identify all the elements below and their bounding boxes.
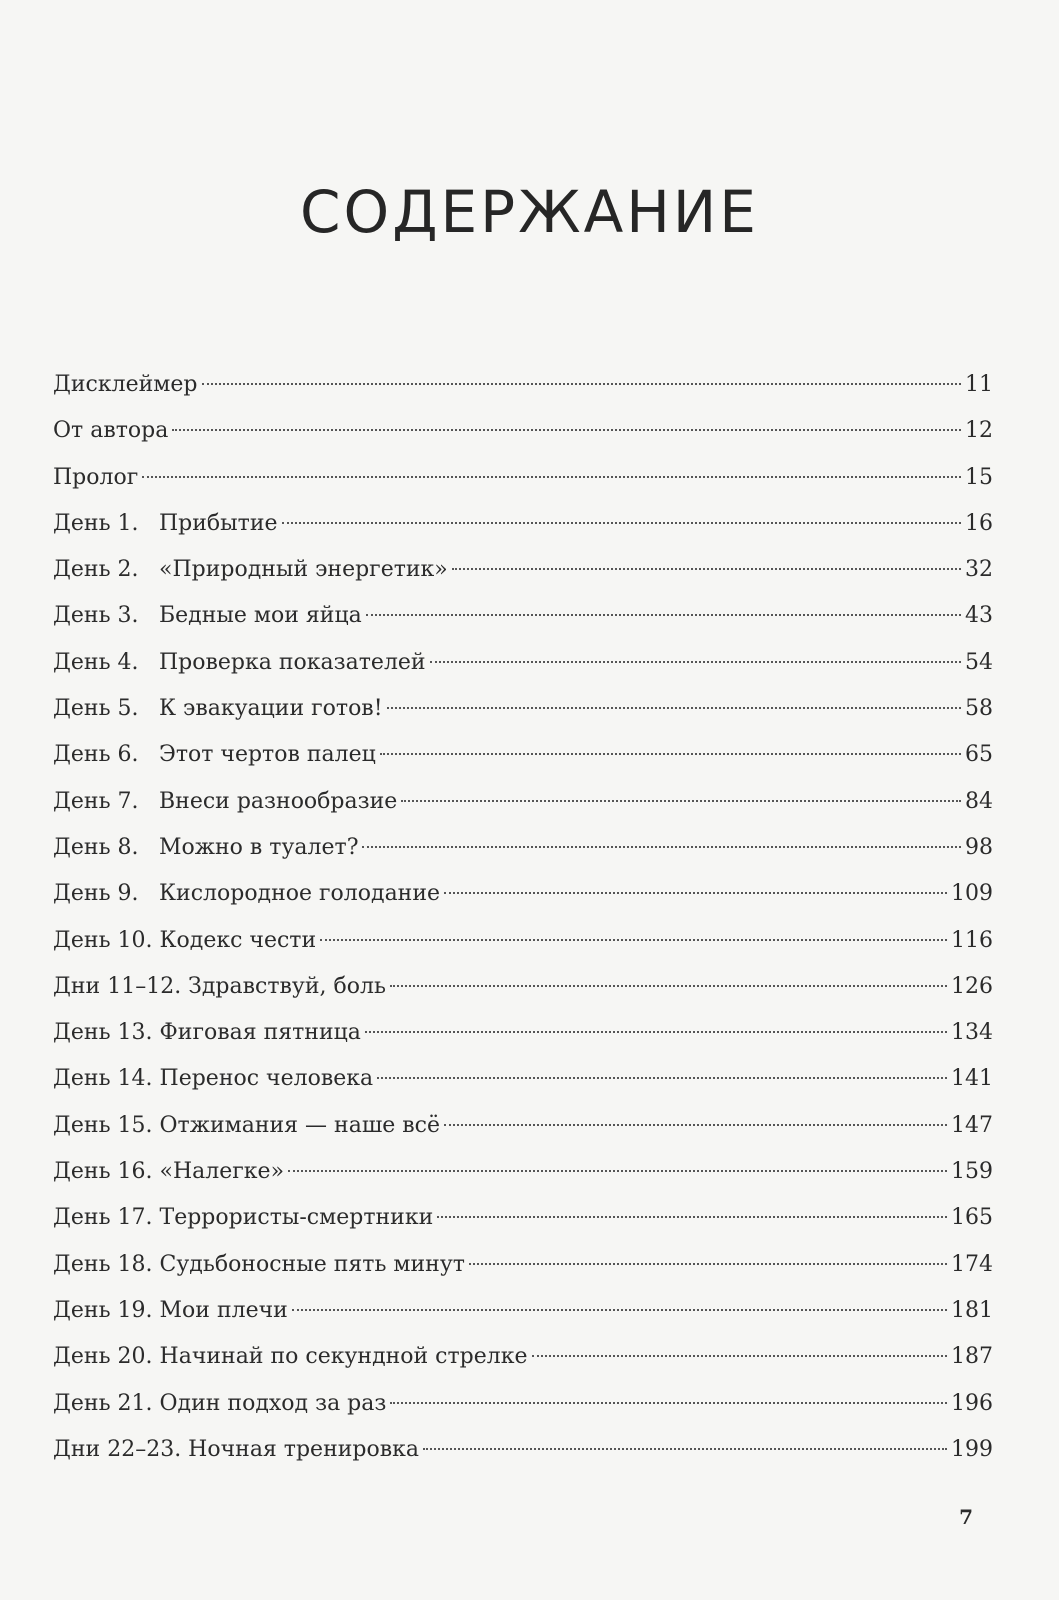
toc-entry-title: Внеси разнообразие [159, 788, 398, 814]
dot-leader [288, 1170, 947, 1172]
toc-entry-label [53, 1340, 528, 1374]
dot-leader [469, 1263, 947, 1265]
toc-entry [53, 970, 993, 1016]
toc-entry-title: День 15. Отжимания — наше всё [53, 1112, 441, 1138]
toc-entry-label [53, 970, 386, 1004]
toc-entry-page: 196 [951, 1390, 993, 1416]
toc-entry-label [53, 368, 198, 402]
toc-entry [53, 1016, 993, 1062]
toc-entry-title: Пролог [53, 464, 139, 490]
toc-entry-title: Кислородное голодание [159, 881, 441, 907]
toc-entry-page: 54 [965, 649, 993, 675]
toc-entry-label [53, 1016, 361, 1050]
table-of-contents [53, 368, 993, 1479]
toc-entry-title: День 13. Фиговая пятница [53, 1020, 361, 1046]
toc-entry [53, 692, 993, 738]
toc-entry-day: День 4. [53, 649, 139, 675]
toc-entry [53, 1248, 993, 1294]
toc-entry-page: 58 [965, 696, 993, 722]
toc-entry-page: 16 [965, 510, 993, 536]
toc-entry [53, 553, 993, 599]
toc-entry-label [53, 1201, 433, 1235]
toc-entry-title: День 18. Судьбоносные пять минут [53, 1251, 465, 1277]
toc-entry-title: Прибытие [159, 510, 278, 536]
toc-entry-label [53, 646, 426, 680]
toc-entry [53, 1387, 993, 1433]
toc-entry-title: Бедные мои яйца [159, 603, 362, 629]
toc-entry-page: 159 [951, 1159, 993, 1185]
toc-entry-title: К эвакуации готов! [159, 696, 383, 722]
toc-entry-day: День 9. [53, 881, 139, 907]
toc-entry [53, 646, 993, 692]
toc-entry-title: День 17. Террористы-смертники [53, 1205, 434, 1231]
toc-entry-page: 174 [951, 1251, 993, 1277]
toc-entry-label [53, 599, 362, 633]
dot-leader [142, 476, 961, 478]
dot-leader [444, 892, 947, 894]
toc-entry-title: Можно в туалет? [159, 834, 359, 860]
toc-entry-label [53, 1109, 440, 1143]
dot-leader [366, 614, 961, 616]
toc-entry-label [53, 507, 278, 541]
toc-entry-label [53, 461, 138, 495]
toc-entry-title: Этот чертов палец [159, 742, 376, 768]
toc-entry-title: День 19. Мои плечи [53, 1297, 288, 1323]
toc-entry-page: 11 [965, 372, 993, 397]
toc-entry [53, 924, 993, 970]
toc-entry-page: 116 [951, 927, 993, 953]
toc-entry-title: День 21. Один подход за раз [53, 1390, 387, 1416]
toc-entry [53, 414, 993, 460]
dot-leader [380, 753, 961, 755]
dot-leader [387, 707, 961, 709]
dot-leader [437, 1216, 947, 1218]
toc-entry-title: День 10. Кодекс чести [53, 927, 317, 953]
toc-entry-page: 43 [965, 603, 993, 629]
toc-entry [53, 1155, 993, 1201]
toc-entry-day: День 6. [53, 742, 139, 768]
toc-entry-label [53, 785, 397, 819]
page-title: СОДЕРЖАНИЕ [300, 178, 759, 246]
toc-entry [53, 368, 993, 414]
dot-leader [292, 1309, 947, 1311]
toc-entry [53, 1294, 993, 1340]
toc-entry [53, 1201, 993, 1247]
toc-entry-title: Дисклеймер [53, 372, 198, 397]
toc-entry-page: 134 [951, 1020, 993, 1046]
toc-entry [53, 461, 993, 507]
dot-leader [444, 1124, 947, 1126]
toc-entry-title: От автора [53, 418, 169, 444]
toc-entry [53, 785, 993, 831]
toc-entry [53, 1109, 993, 1155]
toc-entry-label [53, 692, 383, 726]
toc-entry [53, 738, 993, 784]
toc-entry-day: День 7. [53, 788, 139, 814]
dot-leader [390, 985, 947, 987]
dot-leader [452, 568, 961, 570]
toc-entry-day: День 8. [53, 834, 139, 860]
toc-entry-label [53, 1294, 288, 1328]
toc-entry-page: 12 [965, 418, 993, 444]
toc-entry-title: Дни 11–12. Здравствуй, боль [53, 973, 386, 999]
dot-leader [362, 846, 961, 848]
dot-leader [377, 1077, 947, 1079]
toc-entry-title: День 16. «Налегке» [53, 1159, 285, 1185]
dot-leader [320, 939, 947, 941]
toc-entry-title: День 14. Перенос человека [53, 1066, 374, 1092]
toc-entry-page: 165 [951, 1205, 993, 1231]
toc-entry [53, 831, 993, 877]
toc-entry-label [53, 831, 358, 865]
dot-leader [282, 522, 961, 524]
dot-leader [532, 1355, 947, 1357]
toc-entry-page: 32 [965, 557, 993, 583]
dot-leader [390, 1402, 947, 1404]
toc-entry-label [53, 1433, 419, 1467]
toc-entry-page: 98 [965, 834, 993, 860]
toc-entry-page: 147 [951, 1112, 993, 1138]
toc-entry-label [53, 1387, 386, 1421]
toc-entry-page: 187 [951, 1344, 993, 1370]
toc-entry [53, 599, 993, 645]
toc-entry [53, 877, 993, 923]
toc-entry-page: 199 [951, 1436, 993, 1462]
toc-entry-title: День 20. Начинай по секундной стрелке [53, 1344, 528, 1370]
toc-entry [53, 1433, 993, 1479]
toc-entry-label [53, 1248, 465, 1282]
dot-leader [365, 1031, 947, 1033]
toc-entry [53, 1062, 993, 1108]
toc-entry-title: Дни 22–23. Ночная тренировка [53, 1436, 419, 1462]
page-number: 7 [959, 1505, 973, 1529]
dot-leader [430, 661, 961, 663]
toc-entry-page: 181 [951, 1297, 993, 1323]
toc-entry-page: 141 [951, 1066, 993, 1092]
toc-entry-label [53, 924, 316, 958]
toc-entry-label [53, 877, 440, 911]
toc-entry-label [53, 1062, 373, 1096]
toc-entry-day: День 5. [53, 696, 139, 722]
toc-entry [53, 1340, 993, 1386]
toc-entry-page: 109 [951, 881, 993, 907]
dot-leader [202, 383, 962, 385]
toc-entry-day: День 3. [53, 603, 139, 629]
toc-entry-page: 65 [965, 742, 993, 768]
toc-entry-label [53, 414, 168, 448]
toc-entry-page: 15 [965, 464, 993, 490]
toc-entry-page: 126 [951, 973, 993, 999]
toc-entry-day: День 1. [53, 510, 139, 536]
toc-entry-label [53, 1155, 284, 1189]
toc-entry-title: «Природный энергетик» [159, 557, 448, 583]
toc-entry-label [53, 553, 448, 587]
toc-entry-day: День 2. [53, 557, 139, 583]
toc-entry-page: 84 [965, 788, 993, 814]
toc-entry [53, 507, 993, 553]
dot-leader [423, 1448, 947, 1450]
dot-leader [401, 800, 961, 802]
toc-entry-label [53, 738, 376, 772]
dot-leader [172, 429, 961, 431]
toc-entry-title: Проверка показателей [159, 649, 426, 675]
